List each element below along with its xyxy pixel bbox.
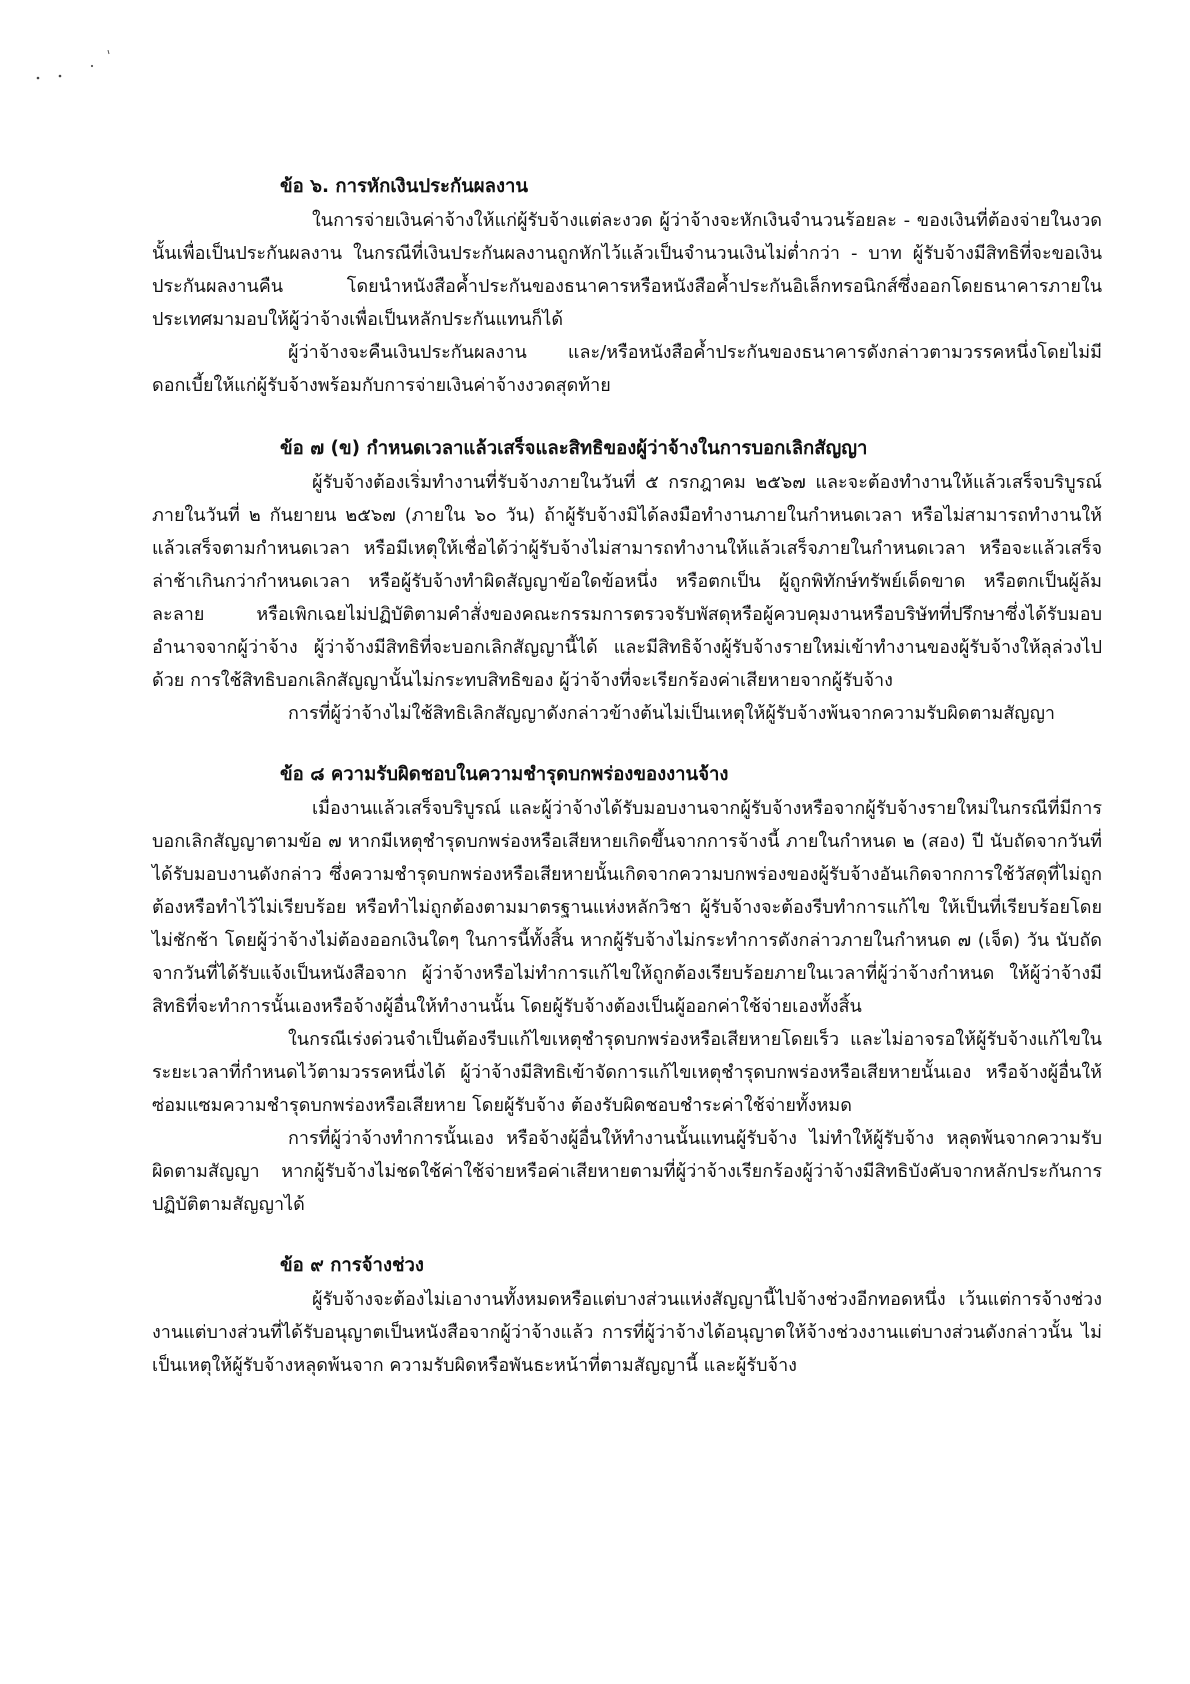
paragraph: การที่ผู้ว่าจ้างทำการนั้นเอง หรือจ้างผู้อื่นให้ทำงานนั้นแทนผู้รับจ้าง ไม่ทำให้ผู้รับจ้าง หลุดพ้นจากความรับผิดตามสัญญา หากผู้รับจ้างไม่ชดใช้ค่าใช้จ่ายหรือค่าเสียหายตามที่ผู้ว่าจ้างเรียกร้องผู้ว่าจ้างมีสิทธิบังคับจากหลักประกันการปฏิบัติตามสัญญาได้ xyxy=(152,1128,1102,1215)
scan-specks xyxy=(30,50,150,90)
section-7 xyxy=(152,434,1102,730)
section-heading: ข้อ ๗ (ข) กำหนดเวลาแล้วเสร็จและสิทธิของผู้ว่าจ้างในการบอกเลิกสัญญา xyxy=(280,438,868,459)
paragraph: การที่ผู้ว่าจ้างไม่ใช้สิทธิเลิกสัญญาดังกล่าวข้างต้นไม่เป็นเหตุให้ผู้รับจ้างพ้นจากความรับผิดตามสัญญา xyxy=(288,703,1056,724)
document-body xyxy=(152,172,1102,1414)
paragraph: ในกรณีเร่งด่วนจำเป็นต้องรีบแก้ไขเหตุชำรุดบกพร่องหรือเสียหายโดยเร็ว และไม่อาจรอให้ผู้รับจ้างแก้ไขในระยะเวลาที่กำหนดไว้ตามวรรคหนึ่งได้ ผู้ว่าจ้างมีสิทธิเข้าจัดการแก้ไขเหตุชำรุดบกพร่องหรือเสียหายนั้นเอง หรือจ้างผู้อื่นให้ซ่อมแซมความชำรุดบกพร่องหรือเสียหาย โดยผู้รับจ้าง ต้องรับผิดชอบชำระค่าใช้จ่ายทั้งหมด xyxy=(152,1029,1102,1116)
section-heading: ข้อ ๙ การจ้างช่วง xyxy=(280,1255,424,1276)
section-8 xyxy=(152,760,1102,1221)
section-heading: ข้อ ๖. การหักเงินประกันผลงาน xyxy=(280,176,529,197)
paragraph: ผู้รับจ้างจะต้องไม่เอางานทั้งหมดหรือแต่บางส่วนแห่งสัญญานี้ไปจ้างช่วงอีกทอดหนึ่ง เว้นแต่การจ้างช่วงงานแต่บางส่วนที่ได้รับอนุญาตเป็นหนังสือจากผู้ว่าจ้างแล้ว การที่ผู้ว่าจ้างได้อนุญาตให้จ้างช่วงงานแต่บางส่วนดังกล่าวนั้น ไม่เป็นเหตุให้ผู้รับจ้างหลุดพ้นจาก ความรับผิดหรือพันธะหน้าที่ตามสัญญานี้ และผู้รับจ้าง xyxy=(152,1289,1102,1376)
section-9 xyxy=(152,1251,1102,1382)
paragraph: ในการจ่ายเงินค่าจ้างให้แก่ผู้รับจ้างแต่ละงวด ผู้ว่าจ้างจะหักเงินจำนวนร้อยละ - ของเงินที่ต้องจ่ายในงวดนั้นเพื่อเป็นประกันผลงาน ในกรณีที่เงินประกันผลงานถูกหักไว้แล้วเป็นจำนวนเงินไม่ต่ำกว่า - บาท ผู้รับจ้างมีสิทธิที่จะขอเงินประกันผลงานคืน โดยนำหนังสือค้ำประกันของธนาคารหรือหนังสือค้ำประกันอิเล็กทรอนิกส์ซึ่งออกโดยธนาคารภายในประเทศมามอบให้ผู้ว่าจ้างเพื่อเป็นหลักประกันแทนก็ได้ xyxy=(152,210,1102,330)
section-heading: ข้อ ๘ ความรับผิดชอบในความชำรุดบกพร่องของงานจ้าง xyxy=(280,764,729,785)
paragraph: ผู้ว่าจ้างจะคืนเงินประกันผลงาน และ/หรือหนังสือค้ำประกันของธนาคารดังกล่าวตามวรรคหนึ่งโดยไม่มีดอกเบี้ยให้แก่ผู้รับจ้างพร้อมกับการจ่ายเงินค่าจ้างงวดสุดท้าย xyxy=(152,342,1102,396)
section-6 xyxy=(152,172,1102,402)
paragraph: ผู้รับจ้างต้องเริ่มทำงานที่รับจ้างภายในวันที่ ๕ กรกฎาคม ๒๕๖๗ และจะต้องทำงานให้แล้วเสร็จบริบูรณ์ภายในวันที่ ๒ กันยายน ๒๕๖๗ (ภายใน ๖๐ วัน) ถ้าผู้รับจ้างมิได้ลงมือทำงานภายในกำหนดเวลา หรือไม่สามารถทำงานให้แล้วเสร็จตามกำหนดเวลา หรือมีเหตุให้เชื่อได้ว่าผู้รับจ้างไม่สามารถทำงานให้แล้วเสร็จภายในกำหนดเวลา หรือจะแล้วเสร็จล่าช้าเกินกว่ากำหนดเวลา หรือผู้รับจ้างทำผิดสัญญาข้อใดข้อหนึ่ง หรือตกเป็น ผู้ถูกพิทักษ์ทรัพย์เด็ดขาด หรือตกเป็นผู้ล้มละลาย หรือเพิกเฉยไม่ปฏิบัติตามคำสั่งของคณะกรรมการตรวจรับพัสดุหรือผู้ควบคุมงานหรือบริษัทที่ปรึกษาซึ่งได้รับมอบอำนาจจากผู้ว่าจ้าง ผู้ว่าจ้างมีสิทธิที่จะบอกเลิกสัญญานี้ได้ และมีสิทธิจ้างผู้รับจ้างรายใหม่เข้าทำงานของผู้รับจ้างให้ลุล่วงไปด้วย การใช้สิทธิบอกเลิกสัญญานั้นไม่กระทบสิทธิของ ผู้ว่าจ้างที่จะเรียกร้องค่าเสียหายจากผู้รับจ้าง xyxy=(152,472,1102,691)
paragraph: เมื่องานแล้วเสร็จบริบูรณ์ และผู้ว่าจ้างได้รับมอบงานจากผู้รับจ้างหรือจากผู้รับจ้างรายใหม่ในกรณีที่มีการบอกเลิกสัญญาตามข้อ ๗ หากมีเหตุชำรุดบกพร่องหรือเสียหายเกิดขึ้นจากการจ้างนี้ ภายในกำหนด ๒ (สอง) ปี นับถัดจากวันที่ได้รับมอบงานดังกล่าว ซึ่งความชำรุดบกพร่องหรือเสียหายนั้นเกิดจากความบกพร่องของผู้รับจ้างอันเกิดจากการใช้วัสดุที่ไม่ถูกต้องหรือทำไว้ไม่เรียบร้อย หรือทำไม่ถูกต้องตามมาตรฐานแห่งหลักวิชา ผู้รับจ้างจะต้องรีบทำการแก้ไข ให้เป็นที่เรียบร้อยโดยไม่ชักช้า โดยผู้ว่าจ้างไม่ต้องออกเงินใดๆ ในการนี้ทั้งสิ้น หากผู้รับจ้างไม่กระทำการดังกล่าวภายในกำหนด ๗ (เจ็ด) วัน นับถัดจากวันที่ได้รับแจ้งเป็นหนังสือจาก ผู้ว่าจ้างหรือไม่ทำการแก้ไขให้ถูกต้องเรียบร้อยภายในเวลาที่ผู้ว่าจ้างกำหนด ให้ผู้ว่าจ้างมีสิทธิที่จะทำการนั้นเองหรือจ้างผู้อื่นให้ทำงานนั้น โดยผู้รับจ้างต้องเป็นผู้ออกค่าใช้จ่ายเองทั้งสิ้น xyxy=(152,798,1102,1017)
